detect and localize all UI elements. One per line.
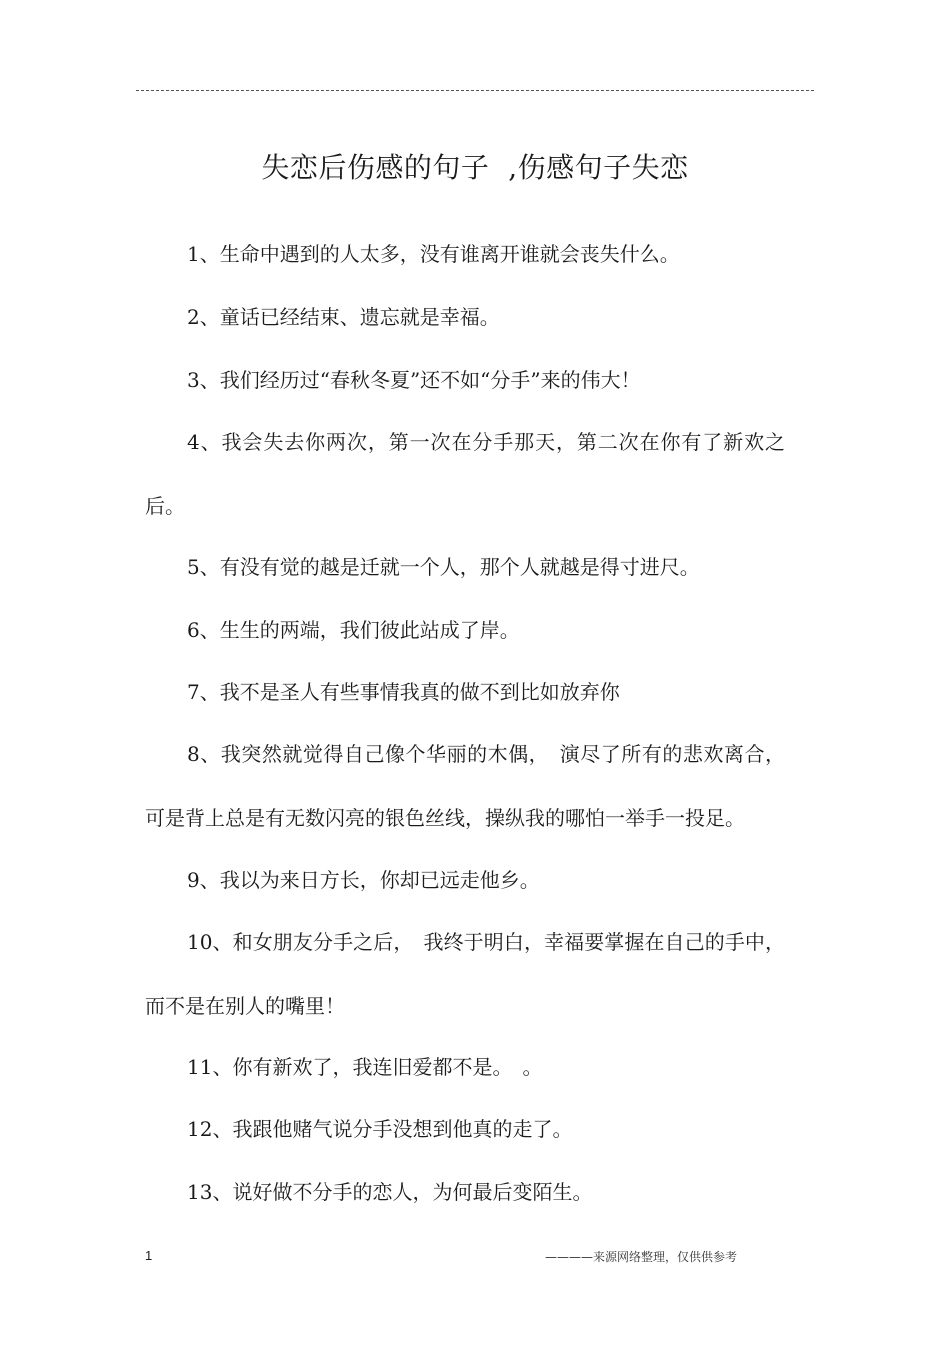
paragraph-4: 4、我会失去你两次，第一次在分手那天，第二次在你有了新欢之后。	[145, 430, 785, 518]
paragraph-6: 6、生生的两端，我们彼此站成了岸。	[187, 618, 520, 642]
document-title: 失恋后伤感的句子 ,伤感句子失恋	[261, 151, 689, 184]
paragraph-3: 3、我们经历过“春秋冬夏”还不如“分手”来的伟大！	[187, 368, 641, 392]
paragraph-2: 2、童话已经结束、遗忘就是幸福。	[187, 305, 500, 329]
header-rule	[136, 90, 814, 91]
paragraph-1: 1、生命中遇到的人太多，没有谁离开谁就会丧失什么。	[187, 242, 680, 266]
footer-note: ————来源网络整理，仅供供参考	[545, 1250, 738, 1264]
paragraph-12: 12、我跟他赌气说分手没想到他真的走了。	[187, 1117, 573, 1141]
paragraph-7: 7、我不是圣人有些事情我真的做不到比如放弃你	[187, 680, 620, 704]
paragraph-8: 8、我突然就觉得自己像个华丽的木偶， 演尽了所有的悲欢离合，可是背上总是有无数闪亮的银色丝线，操纵我的哪怕一举手一投足。	[145, 742, 785, 830]
paragraph-10: 10、和女朋友分手之后， 我终于明白，幸福要掌握在自己的手中，而不是在别人的嘴里！	[145, 930, 785, 1018]
paragraph-13: 13、说好做不分手的恋人，为何最后变陌生。	[187, 1180, 593, 1204]
paragraph-9: 9、我以为来日方长，你却已远走他乡。	[187, 868, 540, 892]
paragraph-11: 11、你有新欢了，我连旧爱都不是。 。	[187, 1055, 543, 1079]
paragraph-5: 5、有没有觉的越是迁就一个人，那个人就越是得寸进尺。	[187, 555, 700, 579]
page-number: 1	[145, 1248, 153, 1263]
